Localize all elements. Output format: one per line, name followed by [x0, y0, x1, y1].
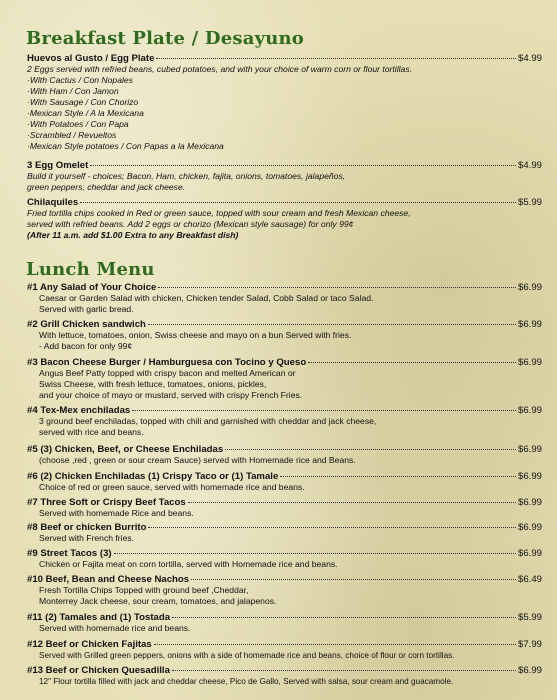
item-description: Fresh Tortilla Chips Topped with ground beef ,Cheddar, Monterrey Jack cheese, sour cream, tomatoes, and jalapenos.	[39, 585, 277, 606]
item-description: 2 Eggs served with refried beans, cubed potatoes, and with your choice of warm corn or flour tortillas. ·With Cactus / Con Nopales ·With Ham / Con Jamon ·With Sausage / Con Chorizo ·Mexican Style / A la Mexicana ·With Potatoes / Con Papa ·Scrambled / Revueltos ·Mexican Style potatoes / Con Papas a la Mexicana	[27, 64, 413, 151]
item-price: $6.99	[517, 497, 542, 508]
item-price: $4.99	[517, 53, 542, 64]
item-description: Angus Beef Patty topped with crispy bacon and melted American or Swiss Cheese, with fresh lettuce, tomatoes, onions, pickles, and your choice of mayo or mustard, served with crispy French Fries.	[39, 368, 303, 400]
menu-item-12	[27, 639, 542, 661]
item-name: #4 Tex-Mex enchiladas	[27, 405, 131, 416]
item-description: Chicken or Fajita meat on corn tortilla, served with Homemade rice and beans.	[39, 559, 338, 569]
leader-dots	[172, 670, 516, 671]
item-name: #9 Street Tacos (3)	[27, 548, 112, 559]
item-name: #5 (3) Chicken, Beef, or Cheese Enchiladas	[27, 444, 224, 455]
item-description: With lettuce, tomatoes, onion, Swiss cheese and mayo on a bun Served with fries. - Add bacon for only 99¢	[39, 330, 352, 351]
item-price: $6.99	[517, 319, 542, 330]
item-name: #10 Beef, Bean and Cheese Nachos	[27, 574, 190, 585]
item-name: Chilaquiles	[27, 197, 79, 208]
item-price: $6.99	[517, 282, 542, 293]
item-name: #13 Beef or Chicken Quesadilla	[27, 665, 170, 676]
menu-item-3	[27, 357, 542, 401]
menu-item-8	[27, 522, 542, 544]
leader-dots	[158, 287, 516, 288]
item-price: $5.99	[517, 612, 542, 623]
item-name: #8 Beef or chicken Burrito	[27, 522, 147, 533]
menu-item-omelet	[27, 160, 542, 193]
leader-dots	[80, 202, 516, 203]
item-description: 12" Flour tortilla filled with jack and cheddar cheese, Pico de Gallo, Served with salsa, sour cream and guacamole.	[39, 677, 454, 686]
item-name: #3 Bacon Cheese Burger / Hamburguesa con Tocino y Queso	[27, 357, 307, 368]
item-price: $7.99	[517, 639, 542, 650]
leader-dots	[191, 579, 516, 580]
item-name: #6 (2) Chicken Enchiladas (1) Crispy Taco or (1) Tamale	[27, 471, 279, 482]
item-note: (After 11 a.m. add $1.00 Extra to any Breakfast dish)	[27, 230, 239, 240]
item-description: Build it yourself - choices; Bacon, Ham, chicken, fajita, onions, tomatoes, jalapeños, green peppers, cheddar and jack cheese.	[27, 171, 346, 192]
menu-item-huevos	[27, 53, 542, 152]
leader-dots	[156, 58, 516, 59]
menu-item-11	[27, 612, 542, 634]
item-name: #2 Grill Chicken sandwich	[27, 319, 146, 330]
breakfast-section-title: Breakfast Plate / Desayuno	[26, 28, 305, 49]
menu-item-chilaquiles	[27, 197, 542, 241]
item-name: #12 Beef or Chicken Fajitas	[27, 639, 152, 650]
menu-item-1	[27, 282, 542, 315]
leader-dots	[148, 324, 516, 325]
leader-dots	[154, 644, 516, 645]
leader-dots	[280, 476, 516, 477]
item-name: Huevos al Gusto / Egg Plate	[27, 53, 155, 64]
menu-item-13	[27, 665, 542, 687]
item-price: $6.99	[517, 665, 542, 676]
item-description: Caesar or Garden Salad with chicken, Chicken tender Salad, Cobb Salad or taco Salad. Served with garlic bread.	[39, 293, 374, 314]
item-price: $6.99	[517, 405, 542, 416]
item-description: Choice of red or green sauce, served with homemade rice and beans.	[39, 482, 305, 492]
leader-dots	[308, 362, 516, 363]
menu-item-10	[27, 574, 542, 607]
leader-dots	[188, 502, 516, 503]
menu-item-9	[27, 548, 542, 570]
item-description: Served with French fries.	[39, 533, 135, 543]
menu-item-4	[27, 405, 542, 438]
leader-dots	[148, 527, 516, 528]
menu-item-2	[27, 319, 542, 352]
leader-dots	[114, 553, 516, 554]
item-description: Served with homemade rice and beans.	[39, 623, 191, 633]
item-name: 3 Egg Omelet	[27, 160, 89, 171]
item-description: Served with Grilled green peppers, onions with a side of homemade rice and beans, choice of flour or corn tortillas.	[39, 651, 455, 660]
item-name: #1 Any Salad of Your Choice	[27, 282, 157, 293]
item-price: $6.49	[517, 574, 542, 585]
item-price: $5.99	[517, 197, 542, 208]
item-description: 3 ground beef enchiladas, topped with chili and garnished with cheddar and jack cheese, served with rice and beans.	[39, 416, 377, 437]
item-price: $6.99	[517, 471, 542, 482]
item-description: Fried tortilla chips cooked in Red or green sauce, topped with sour cream and fresh Mexican cheese, served with refried beans. Add 2 eggs or chorizo (Mexican style sausage) for only 99¢	[27, 208, 411, 229]
leader-dots	[172, 617, 516, 618]
item-price: $6.99	[517, 548, 542, 559]
leader-dots	[132, 410, 516, 411]
item-price: $6.99	[517, 522, 542, 533]
item-price: $4.99	[517, 160, 542, 171]
item-description: Served with homemade Rice and beans.	[39, 508, 194, 518]
leader-dots	[90, 165, 516, 166]
menu-item-7	[27, 497, 542, 519]
menu-item-6	[27, 471, 542, 493]
item-description: (choose ,red , green or sour cream Sauce) served with Homemade rice and Beans.	[39, 455, 356, 465]
item-name: #7 Three Soft or Crispy Beef Tacos	[27, 497, 186, 508]
item-price: $6.99	[517, 357, 542, 368]
menu-item-5	[27, 444, 542, 466]
item-name: #11 (2) Tamales and (1) Tostada	[27, 612, 171, 623]
lunch-section-title: Lunch Menu	[26, 259, 155, 280]
leader-dots	[225, 449, 516, 450]
item-price: $6.99	[517, 444, 542, 455]
